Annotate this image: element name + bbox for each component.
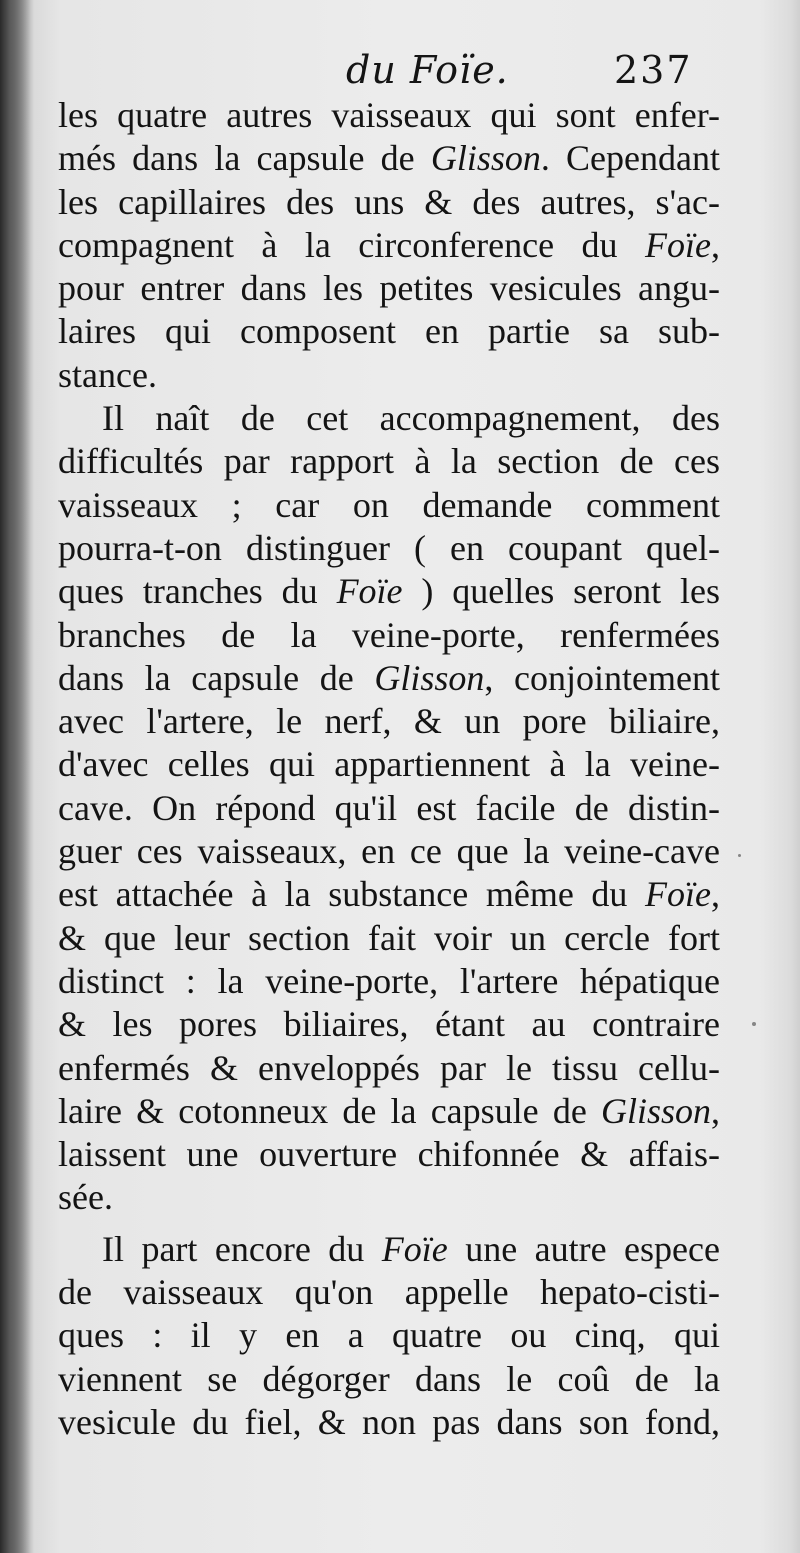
paragraph-2 — [58, 397, 720, 1220]
text-line: ques tranches du Foïe ) quelles seront les — [58, 571, 720, 612]
text-line: més dans la capsule de Glisson. Cependant — [58, 138, 720, 179]
text-line: avec l'artere, le nerf, & un pore biliaire, — [58, 701, 720, 742]
text-line: est attachée à la substance même du Foïe, — [58, 874, 720, 915]
text-line: sée. — [58, 1177, 113, 1218]
text-line: Il naît de cet accompagnement, des — [102, 398, 720, 439]
page-header — [0, 48, 800, 98]
text-line: difficultés par rapport à la section de ces — [58, 441, 720, 482]
text-line: Il part encore du Foïe une autre espece — [102, 1228, 720, 1269]
running-head: du Foïe. — [346, 48, 509, 92]
paragraph-1 — [58, 94, 720, 397]
text-line: les quatre autres vaisseaux qui sont enfer- — [58, 95, 720, 135]
text-line: & les pores biliaires, étant au contraire — [58, 1004, 720, 1045]
text-line: distinct : la veine-porte, l'artere hépatique — [58, 960, 720, 1001]
text-line: de vaisseaux qu'on appelle hepato-cisti- — [58, 1272, 720, 1313]
text-line: laires qui composent en partie sa sub- — [58, 311, 720, 352]
text-line: laissent une ouverture chifonnée & affais- — [58, 1134, 720, 1175]
text-line: branches de la veine-porte, renfermées — [58, 614, 720, 655]
text-line: ques : il y en a quatre ou cinq, qui — [58, 1315, 720, 1356]
text-line: laire & cotonneux de la capsule de Glisson, — [58, 1090, 720, 1131]
binding-shadow — [0, 0, 34, 1553]
text-line: d'avec celles qui appartiennent à la veine- — [58, 744, 720, 785]
text-line: pourra-t-on distinguer ( en coupant quel- — [58, 527, 720, 568]
text-line: dans la capsule de Glisson, conjointement — [58, 657, 720, 698]
text-line: viennent se dégorger dans le coû de la — [58, 1358, 720, 1399]
text-line: vesicule du fiel, & non pas dans son fond, — [58, 1401, 720, 1442]
text-line: & que leur section fait voir un cercle fort — [58, 917, 720, 958]
text-line: pour entrer dans les petites vesicules angu- — [58, 268, 720, 309]
text-line: vaisseaux ; car on demande comment — [58, 484, 720, 525]
paragraph-3 — [58, 1228, 720, 1444]
text-line: compagnent à la circonference du Foïe, — [58, 224, 720, 265]
text-line: guer ces vaisseaux, en ce que la veine-cave — [58, 831, 720, 872]
text-line: stance. — [58, 354, 157, 395]
text-line: enfermés & enveloppés par le tissu cellu- — [58, 1047, 720, 1088]
text-line: les capillaires des uns & des autres, s'ac- — [58, 181, 720, 222]
body-text — [58, 94, 720, 1444]
page-number: 237 — [614, 48, 693, 92]
ink-speck — [738, 854, 741, 857]
text-line: cave. On répond qu'il est facile de distin- — [58, 787, 720, 828]
ink-speck — [752, 1022, 756, 1026]
